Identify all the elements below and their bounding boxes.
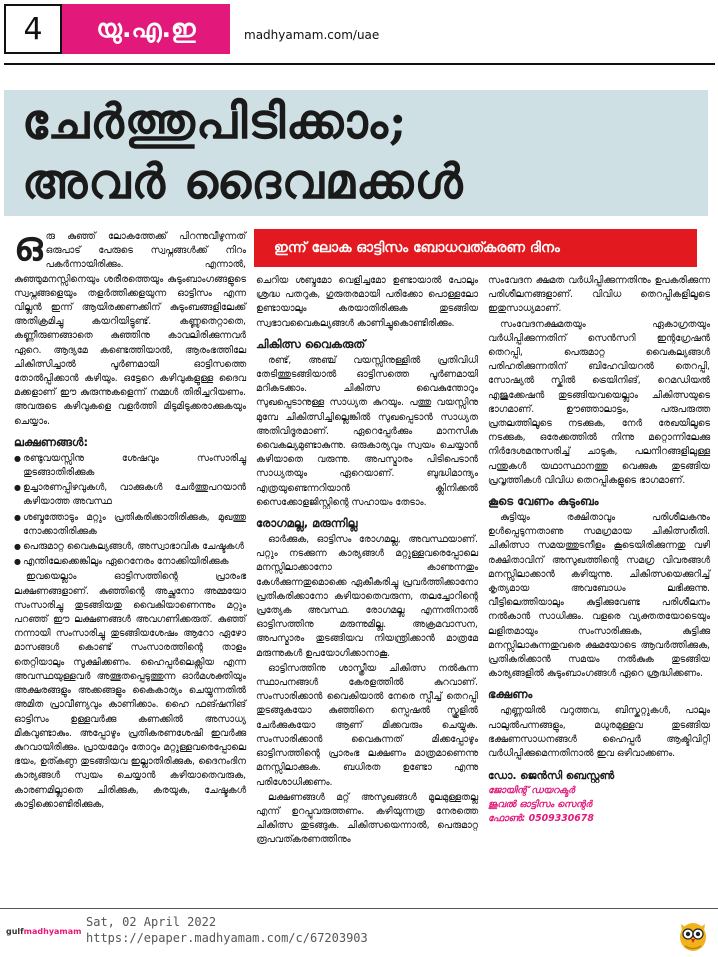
symptom-item: ● എന്തിലേക്കെങ്കിലും ഏറെനേരം നോക്കിയിരിക്കുക (14, 555, 246, 569)
edition-date: Sat, 02 April 2022 (86, 915, 217, 929)
body-paragraph: ഇവയെല്ലാം ഓട്ടിസത്തിന്റെ പ്രാരംഭ ലക്ഷണങ്ങളാണ്. കുഞ്ഞിന്റെ അച്ഛനോ അമ്മയോ സംസാരിച്ചു തുടങ്ങിയതു വൈകിയാണെന്നും മറ്റും പറഞ്ഞ് ഈ ലക്ഷണങ്ങൾ അവഗണിക്കരുത്. കുഞ്ഞ് നന്നായി സംസാരിച്ചു തുടങ്ങിയശേഷം ആറോ ഏഴോ മാസങ്ങൾ കൊണ്ട് സംസാരത്തിന്റെ താളം തെറ്റിയാലും സൂക്ഷിക്കണം. ഹൈപ്പർലെക്സിയ എന്ന അവസ്ഥയുള്ളവർ അത്ഭുതപ്പെടുത്തുന്ന ഓർമശക്തിയും അക്ഷരങ്ങളും അക്കങ്ങളും കൈകാര്യം ചെയ്യുന്നതിൽ അമിത പ്രാവീണ്യവും കാണിക്കാം. ഹൈ ഫങ്ഷനിങ് ഓട്ടിസം ഉള്ളവർക്കു കണക്കിൽ അസാധ്യ മികവുണ്ടാകും. അപ്പോഴും പ്രതികരണശേഷി ഇവർക്കു കുറവായിരിക്കും. പ്രായമേറും തോറും മറ്റുള്ളവരെപ്പോലെ ഭയം, ഉത്കണ്ഠ തുടങ്ങിയവ ഇല്ലാതിരിക്കുക, ദൈനംദിന കാര്യങ്ങൾ സ്വയം ചെയ്യാൻ കഴിയാതെവരുക, കാരണമില്ലാതെ ചിരിക്കുക, കരയുക, ചേഷ്ടകൾ കാട്ടിക്കൊണ്ടിരിക്കുക, (14, 571, 246, 810)
body-paragraph: ഓട്ടിസത്തിനു ശാസ്ത്രീയ ചികിത്സ നൽകുന്ന സ്ഥാപനങ്ങൾ കേരളത്തിൽ കുറവാണ്. സംസാരിക്കാൻ വൈകിയാൽ നേരെ സ്പീച്ച് തെറപ്പി തുടങ്ങുകയോ കുഞ്ഞിനെ സ്പെഷൽ സ്കൂളിൽ ചേർക്കുകയോ ആണ് മിക്കവരും ചെയ്യുക. സംസാരിക്കാൻ വൈകുന്നത് മിക്കപ്പോഴും ഓട്ടിസത്തിന്റെ പ്രാരംഭ ലക്ഷണം മാത്രമാണെന്നു മനസ്സിലാക്കുക. ബധിരത ഉണ്ടോ എന്നു പരിശോധിക്കണം. (256, 662, 478, 788)
dropcap: ഒ (14, 223, 43, 270)
section-title: യു.എ.ഇ (62, 4, 230, 54)
epaper-page (4, 4, 715, 910)
header-url: madhyamam.com/uae (244, 28, 380, 42)
footer-rule (0, 908, 718, 909)
author-signature (488, 769, 710, 826)
body-paragraph: എണ്ണയിൽ വറുത്തവ, ബിസ്കറ്റുകൾ, പാലും പാലുൽപന്നങ്ങളും, മധുരമുള്ളവ തുടങ്ങിയ ഭക്ഷണസാധനങ്ങൾ ഹൈപ്പർ ആക്ടിവിറ്റി വർധിപ്പിക്കുമെന്നതിനാൽ ഇവ ഒഴിവാക്കണം. (488, 705, 710, 760)
subhead-family: കൂടെ വേണം കുടുംബം (488, 494, 599, 509)
headline (22, 92, 692, 212)
body-paragraph: രണ്ട്, അഞ്ച് വയസ്സിനുള്ളിൽ പ്രതിവിധി തേടിത്തുടങ്ങിയാൽ ഓട്ടിസത്തെ പൂർണമായി മറികടക്കാം. ചികിത്സ വൈകുന്തോറും സുഖപ്പെടാനുള്ള സാധ്യത കുറയും. പത്തു വയസ്സിനു മുമ്പേ ചികിത്സിച്ചില്ലെങ്കിൽ സുഖപ്പെടാൻ സാധ്യത അതിവിദൂരമാണ്. ഏറെപ്പേർക്കും മാനസിക വൈകല്യമുണ്ടാകുന്നു. ഒരുകാര്യവും സ്വയം ചെയ്യാൻ കഴിയാതെ വരുന്നു. അപസ്മാരം പിടിപെടാൻ സാധ്യതയും ഏറെയാണ്. ബുദ്ധിമാന്ദ്യം എത്രയുണ്ടെന്നറിയാൻ ക്ലിനിക്കൽ സൈക്കോളജിസ്റ്റിന്റെ സഹായം തേടാം. (256, 354, 478, 508)
symptom-item: ● പെരുമാറ്റ വൈകല്യങ്ങൾ, അസ്വാഭാവിക ചേഷ്ടകൾ (14, 540, 246, 554)
body-paragraph: ഓർക്കുക, ഓട്ടിസം രോഗമല്ല, അവസ്ഥയാണ്. പറ്റും നടക്കുന്ന കാര്യങ്ങൾ മറ്റുള്ളവരെപ്പോലെ മനസ്സിലാക്കാനോ കാണുന്നതും കേൾക്കുന്നതുമൊക്കെ ഏകീകരിച്ചു പ്രവർത്തിക്കാനോ പ്രതികരിക്കാനോ കഴിയാതെവരുന്ന, തലച്ചോറിന്റെ പ്രത്യേക അവസ്ഥ. രോഗമല്ല എന്നതിനാൽ ഓട്ടിസത്തിനു മരുന്നുമില്ല. അക്രമവാസന, അപസ്മാരം തുടങ്ങിയവ നിയന്ത്രിക്കാൻ മാത്രമേ മരുന്നുകൾ ഉപയോഗിക്കാനാകൂ. (256, 534, 478, 659)
symptom-item: ● ശബ്ദത്തോടും മറ്റും പ്രതികരിക്കാതിരിക്കുക, മുഖത്തു നോക്കാതിരിക്കുക (14, 511, 246, 539)
body-paragraph: ലക്ഷണങ്ങൾ മറ്റ് അസുഖങ്ങൾ മൂലമുള്ളതല്ല എന്ന് ഉറപ്പുവരുത്തണം. കഴിയുന്നത്ര നേരത്തെ ചികിത്സ തുടങ്ങുക. ചികിത്സയെന്നാൽ, പെരുമാറ്റ രൂപവത്കരണത്തിനും (256, 791, 478, 846)
subhead-symptoms: ലക്ഷണങ്ങൾ: (14, 434, 89, 449)
article-column-2 (256, 274, 478, 849)
subhead-not-disease: രോഗമല്ല, മരുന്നില്ല (256, 516, 358, 531)
body-paragraph: ചെറിയ ശബ്ദമോ വെളിച്ചമോ ഉണ്ടായാൽ പോലും ശ്രദ്ധ പതറുക, ഗുരുതരമായി പരിക്കോ പൊള്ളലോ ഉണ്ടായാലും കരയാതിരിക്കുക തുടങ്ങിയ സ്വഭാവവൈകല്യങ്ങൾ കാണിച്ചുകൊണ്ടിരിക്കും. (256, 275, 478, 329)
body-paragraph: കുട്ടിയും രക്ഷിതാവും പരിശീലകനും ഉൾപ്പെടുന്നതാണു സമഗ്രമായ ചികിത്സരീതി. ചികിത്സാ സമയത്തുടനീളം കൂടെയിരിക്കുന്നതു വഴി രക്ഷിതാവിന് അസുഖത്തിന്റെ സമഗ്ര വിവരങ്ങൾ മനസ്സിലാക്കാൻ കഴിയുന്നു. ചികിത്സയെക്കുറിച്ച് കൃത്യമായ അവബോധം ലഭിക്കുന്നു. വീട്ടിലെത്തിയാലും കുട്ടിക്കുവേണ്ട പരിശീലനം നൽകാൻ സാധിക്കും. വളരെ വ്യക്തതയോടെയും ലളിതമായും സംസാരിക്കുക, കുട്ടിക്കു മനസ്സിലാകുന്നതുവരെ ക്ഷമയോടെ ആവർത്തിക്കുക, പ്രതികരിക്കാൻ സമയം നൽകുക തുടങ്ങിയ കാര്യങ്ങളിൽ കുടുംബാംഗങ്ങൾ ഏറെ ശ്രദ്ധിക്കണം. (488, 512, 710, 680)
author-organization: ജൂവൽ ഓട്ടിസം സെന്റർ (488, 798, 592, 810)
owl-logo-icon[interactable] (678, 918, 708, 952)
page-number: 4 (4, 4, 62, 54)
headline-line-1: ചേർത്തുപിടിക്കാം; (22, 94, 408, 150)
body-paragraph: സംവേദനക്ഷമതയും ഏകാഗ്രതയും വർധിപ്പിക്കുന്നതിന് സെൻസറി ഇന്റഗ്രേഷൻ തെറപ്പി, പെരുമാറ്റ വൈകല്യങ്ങൾ പരിഹരിക്കുന്നതിന് ബിഹേവിയറൽ തെറപ്പി, സോഷ്യൽ സ്കിൽ ട്രെയിനിങ്, റെമഡിയൽ എജുക്കേഷൻ തുടങ്ങിയവയെല്ലാം ചികിത്സയുടെ ഭാഗമാണ്. ഊഞ്ഞാലാട്ടം, പരുപരുത്ത പ്രതലത്തിലൂടെ നടക്കുക, നേർ രേഖയിലൂടെ നടക്കുക, ഒരേക്കത്തിൽ നിന്നു മറ്റൊന്നിലേക്കു നിർദേശമനുസരിച്ച് ചാടുക, പലനിറങ്ങളിലുള്ള പന്തുകൾ യഥാസ്ഥാനത്തു വെക്കുക തുടങ്ങിയ പ്രവൃത്തികൾ വിവിധ തെറപ്പികളുടെ ഭാഗമാണ്. (488, 318, 710, 486)
edition-url[interactable]: https://epaper.madhyamam.com/c/67203903 (86, 931, 368, 945)
author-role: ജോയിന്റ് ഡയറക്ടർ (488, 784, 575, 796)
subhead-food: ഭക്ഷണം (488, 687, 533, 702)
brand-prefix: gulf (6, 927, 24, 936)
article-column-3 (488, 274, 710, 826)
body-paragraph: സംവേദന ക്ഷമത വർധിപ്പിക്കുന്നതിനും ഉപകരിക്കുന്ന പരിശീലനങ്ങളാണ്. വിവിധ തെറപ്പികളിലൂടെ ഇതുസാധ്യമാണ്. (488, 275, 710, 315)
headline-line-2: അവർ ദൈവമക്കൾ (22, 154, 464, 210)
lead-paragraph (14, 223, 246, 429)
headline-box (4, 90, 708, 216)
lead-text: രു കുഞ്ഞ് ലോകത്തേക്ക് പിറന്നുവീഴുന്നത് ഒരുപാട് പേരുടെ സ്വപ്നങ്ങൾക്ക് നിറം പകർന്നായിരിക്കും. എന്നാൽ, കുഞ്ഞുമനസ്സിനെയും ശരീരത്തെയും കുടുംബാംഗങ്ങളുടെ സ്വപ്നങ്ങളെയും തളർത്തിക്കളയുന്ന ഓട്ടിസം എന്ന വില്ലൻ ഇന്ന് ആയിരക്കണക്കിന് കുടുംബങ്ങളിലേക്ക് അതിക്രമിച്ചു കയറിയിട്ടുണ്ട്. കണ്ണുതെറ്റാതെ, കണ്ണീരുണങ്ങാതെ കുഞ്ഞിനു കാവലിരിക്കുന്നവർ ഏറെ. ആദ്യമേ കണ്ടെത്തിയാൽ, ആരംഭത്തിലേ ചികിത്സിച്ചാൽ പൂർണമായി ഓട്ടിസത്തെ തോൽപ്പിക്കാൻ കഴിയും. ഒട്ടേറെ കഴിവുകളുള്ള ദൈവ മക്കളാണ് ഈ കുരുന്നുകളെന്ന് നമ്മൾ തിരിച്ചറിയണം. അവരുടെ കഴിവുകളെ വളർത്തി മിടുമിടുക്കരാക്കുകയും ചെയ്യാം. (14, 231, 246, 427)
footer-info (86, 914, 368, 946)
day-banner: ഇന്ന് ലോക ഓട്ടിസം ബോധവത്കരണ ദിനം (254, 229, 697, 267)
symptom-item: ● രണ്ടുവയസ്സിനു ശേഷവും സംസാരിച്ചു തുടങ്ങാതിരിക്കുക (14, 452, 246, 480)
header-rule (4, 63, 715, 65)
brand-name: madhyamam (23, 927, 82, 936)
author-phone: ഫോൺ: 0509330678 (488, 812, 594, 824)
author-name: ഡോ. ജെൻസി ബെസ്റ്റൺ (488, 770, 615, 783)
symptom-item: ● ഉച്ചാരണപ്പിഴവുകൾ, വാക്കുകൾ ചേർത്തുപറയാൻ കഴിയാത്ത അവസ്ഥ (14, 481, 246, 509)
footer-brand (6, 927, 82, 936)
subhead-treatment: ചികിത്സ വൈകരുത് (256, 336, 366, 351)
article-column-1 (14, 223, 246, 813)
